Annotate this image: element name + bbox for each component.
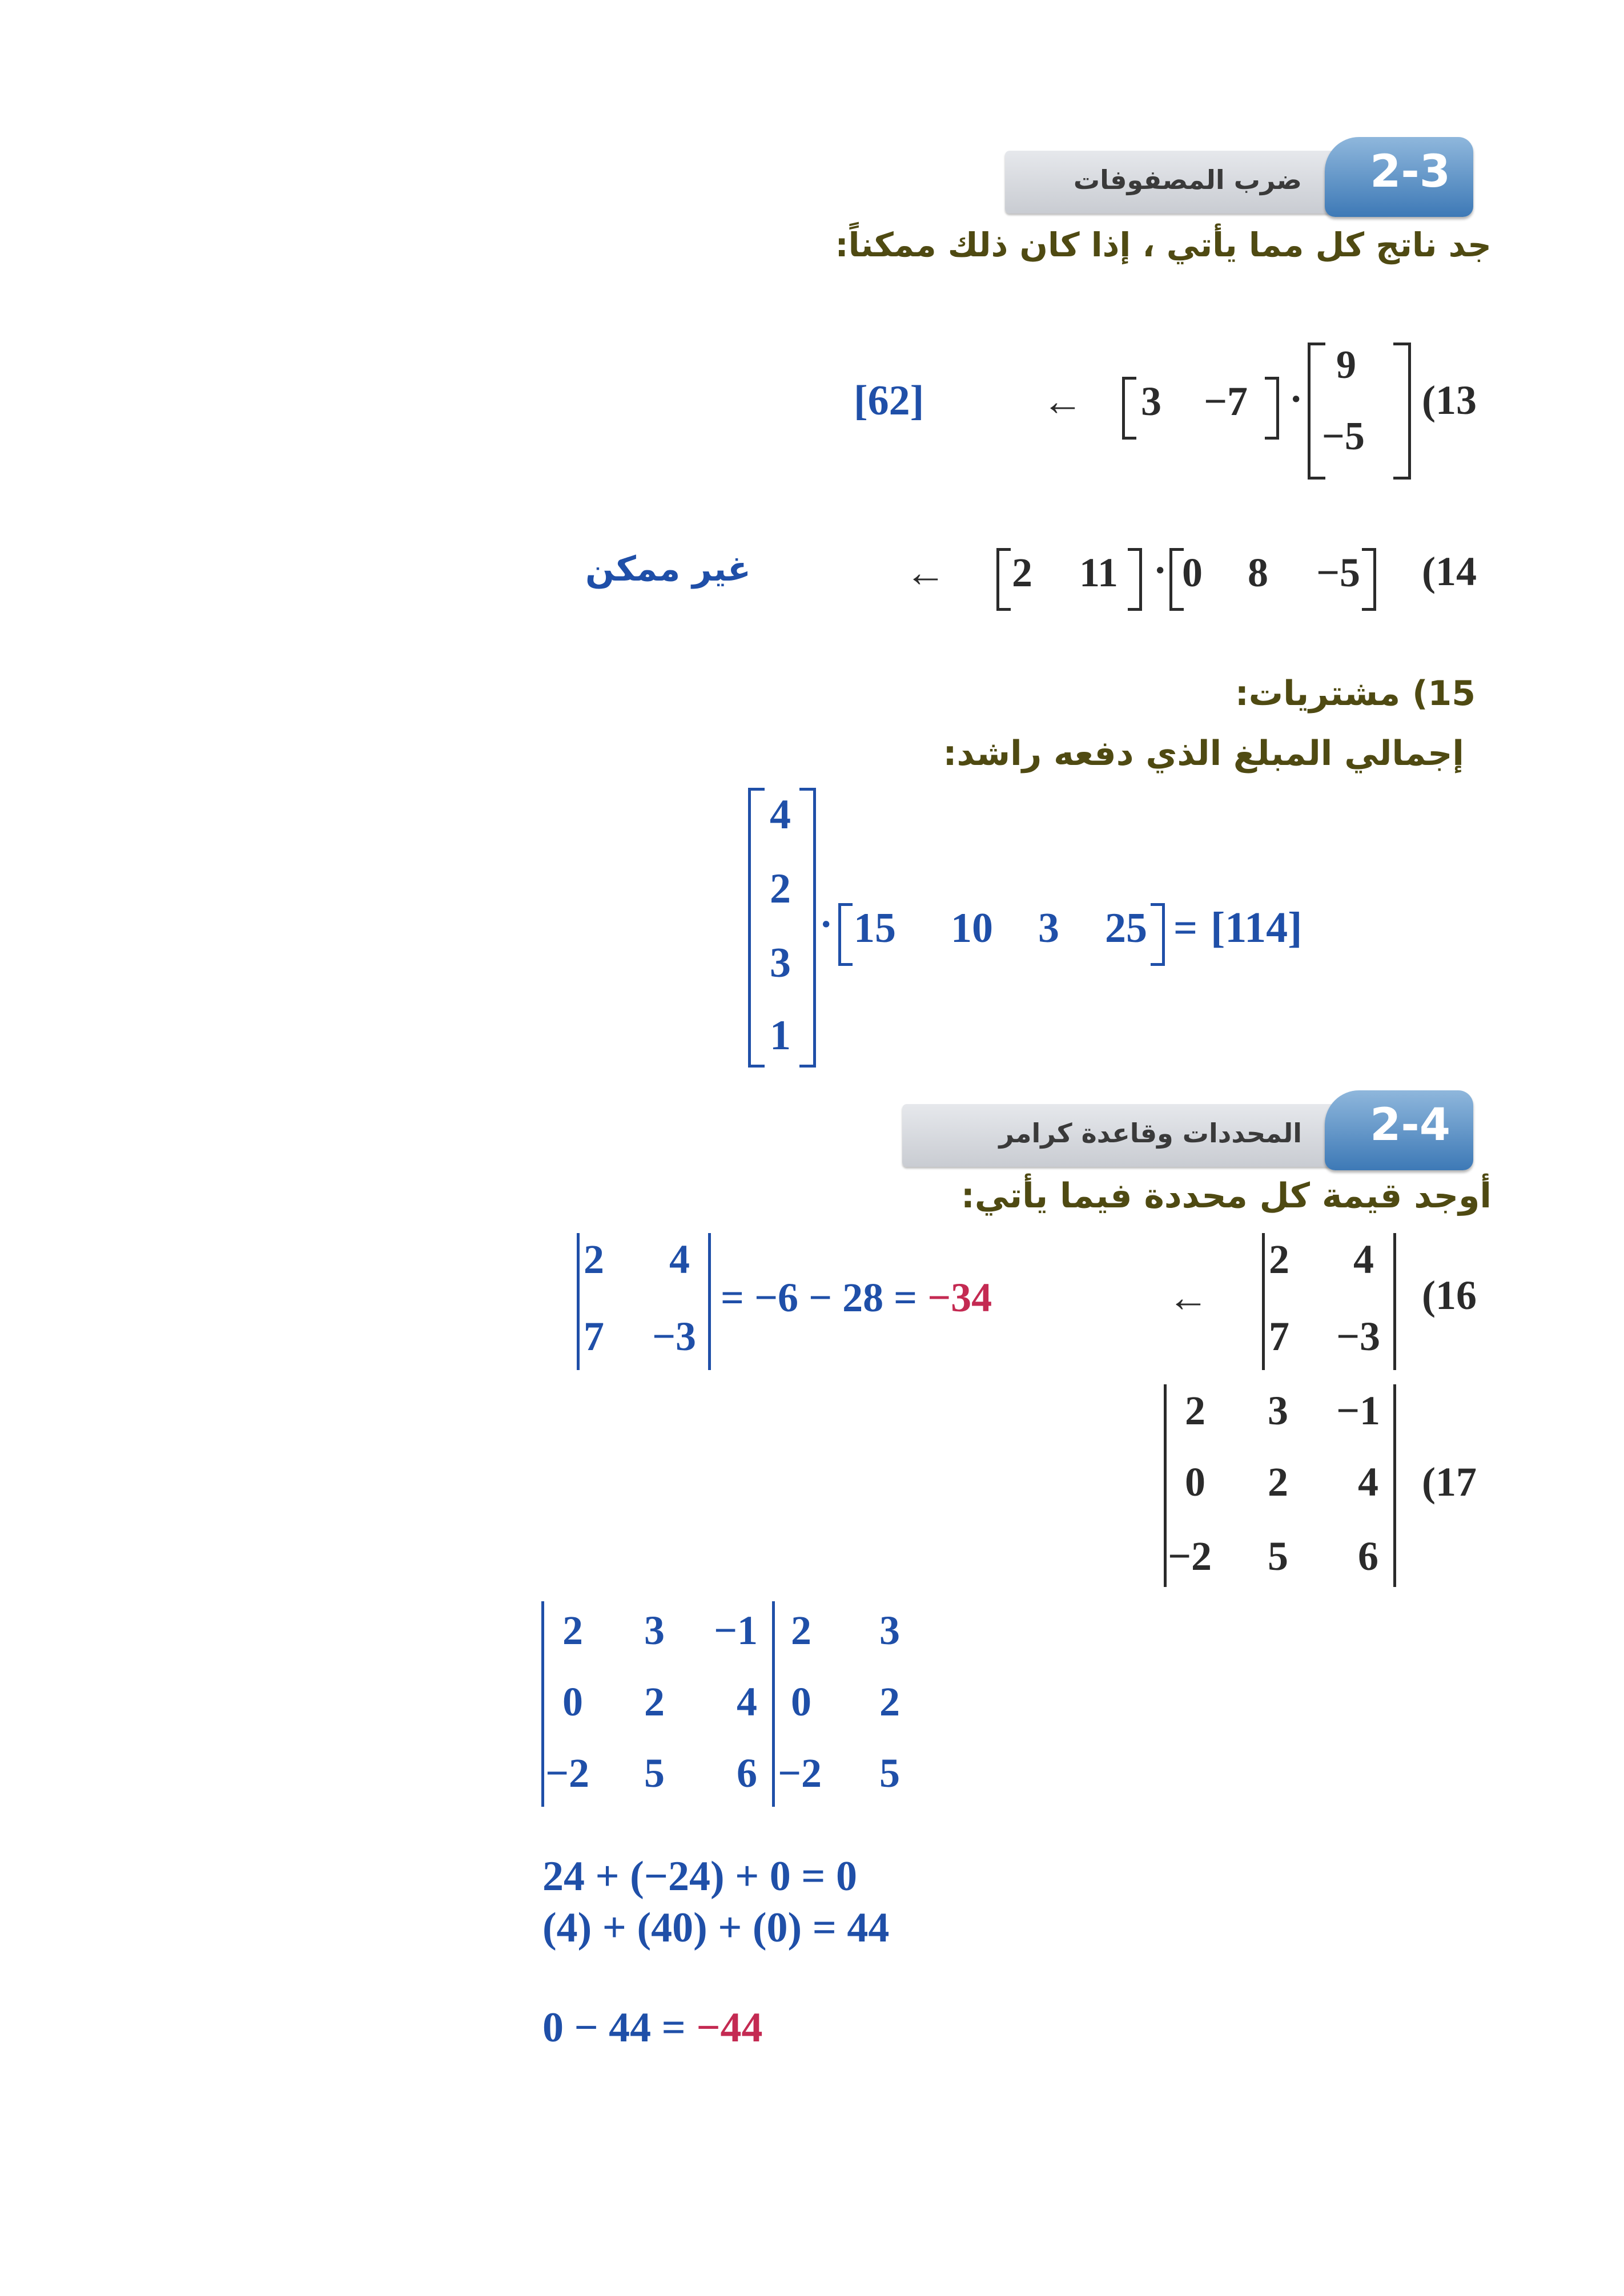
ex17-line-3 — [542, 2004, 763, 2052]
dot-operator: · — [1153, 549, 1167, 593]
arrow-icon: ← — [1168, 1275, 1209, 1320]
section-banner-2-4 — [902, 1090, 1473, 1176]
ex16-cell: 2 — [1269, 1236, 1289, 1282]
ex14-m2-value: 8 — [1248, 550, 1268, 595]
section-number: 2-4 — [1370, 1099, 1450, 1151]
ex17-ext-cell: −2 — [778, 1750, 822, 1796]
ex16-result: −34 — [927, 1275, 992, 1320]
ex17-ext-cell: 2 — [562, 1608, 583, 1653]
arrow-icon: ← — [1042, 378, 1083, 424]
section-banner-2-3 — [1005, 137, 1473, 223]
ex15-row-bracket-right — [1151, 903, 1165, 966]
ex16-cell: 4 — [1353, 1236, 1374, 1282]
ex16-solution-bar-left — [577, 1233, 580, 1370]
ex17-ext-cell: 3 — [644, 1608, 665, 1653]
ex13-row-bracket-right — [1265, 377, 1279, 440]
ex15-heading: 15) مشتريات: — [1235, 674, 1476, 714]
ex17-ext-cell: 5 — [879, 1750, 900, 1796]
ex15-col-value: 2 — [770, 865, 791, 912]
ex15-row-value: 3 — [1038, 905, 1059, 952]
ex17-det-bar-right — [1393, 1384, 1396, 1587]
ex17-ext-cell: 2 — [644, 1679, 665, 1725]
ex16-solution-cell: 2 — [584, 1236, 604, 1282]
ex17-label: (17 — [1422, 1459, 1477, 1505]
ex17-ext-cell: 5 — [644, 1750, 665, 1796]
ex14-answer: غير ممكن — [585, 549, 751, 589]
instruction-1: جد ناتج كل مما يأتي ، إذا كان ذلك ممكناً: — [835, 225, 1492, 264]
ex17-ext-cell: 4 — [737, 1679, 757, 1725]
ex16-calc-text: = −6 − 28 = — [721, 1275, 928, 1320]
ex17-cell: 5 — [1268, 1533, 1288, 1579]
ex17-cell: 2 — [1185, 1388, 1205, 1433]
ex13-label: (13 — [1422, 377, 1477, 423]
ex17-line-1: 24 + (−24) + 0 = 0 — [542, 1853, 857, 1900]
ex13-row-value: −7 — [1204, 378, 1248, 424]
ex17-cell: −1 — [1336, 1388, 1381, 1433]
ex16-cell: −3 — [1336, 1314, 1381, 1359]
ex14-m1-value: 2 — [1012, 550, 1032, 595]
ex15-col-bracket-right — [799, 788, 816, 1068]
ex16-label: (16 — [1422, 1272, 1477, 1318]
ex15-col-bracket-left — [748, 788, 765, 1068]
ex17-cell: 2 — [1268, 1459, 1288, 1505]
ex16-solution-cell: 7 — [584, 1314, 604, 1359]
ex17-ext-bar-mid — [772, 1601, 775, 1807]
ex14-m2-value: 0 — [1182, 550, 1203, 595]
ex17-cell: −2 — [1168, 1533, 1212, 1579]
ex13-row-value: 3 — [1141, 378, 1161, 424]
ex15-row-value: 10 — [951, 905, 993, 952]
ex14-m2-bracket-right — [1362, 548, 1376, 611]
ex15-result: [114] — [1211, 904, 1303, 952]
ex13-row-bracket-left — [1122, 377, 1136, 440]
ex17-ext-cell: 2 — [879, 1679, 900, 1725]
dot-operator: · — [819, 903, 833, 946]
section-number: 2-3 — [1370, 146, 1450, 198]
ex17-cell: 3 — [1268, 1388, 1288, 1433]
instruction-2: أوجد قيمة كل محددة فيما يأتي: — [960, 1176, 1492, 1216]
ex15-subheading: إجمالي المبلغ الذي دفعه راشد: — [943, 734, 1464, 774]
ex15-row-bracket-left — [838, 903, 853, 966]
ex17-ext-cell: −2 — [545, 1750, 590, 1796]
ex17-ext-cell: −1 — [714, 1608, 758, 1653]
arrow-icon: ← — [905, 550, 946, 595]
equals-sign: = — [1173, 905, 1198, 952]
section-title: المحددات وقاعدة كرامر — [999, 1118, 1302, 1149]
ex17-ext-cell: 2 — [791, 1608, 811, 1653]
ex17-cell: 0 — [1185, 1459, 1205, 1505]
ex16-cell: 7 — [1269, 1314, 1289, 1359]
dot-operator: · — [1289, 377, 1303, 421]
ex15-row-value: 15 — [854, 905, 896, 952]
ex17-cell: 6 — [1358, 1533, 1378, 1579]
ex16-solution-bar-right — [708, 1233, 711, 1370]
ex14-m1-bracket-left — [996, 548, 1011, 611]
ex17-line-2: (4) + (40) + (0) = 44 — [542, 1904, 890, 1951]
ex17-ext-bar-left — [541, 1601, 544, 1807]
ex17-result: −44 — [696, 2004, 763, 2051]
ex14-m1-bracket-right — [1128, 548, 1142, 611]
ex17-ext-cell: 0 — [562, 1679, 583, 1725]
ex14-m1-value: 11 — [1079, 550, 1119, 595]
ex17-line-3-text: 0 − 44 = — [542, 2004, 697, 2051]
ex16-solution-cell: −3 — [652, 1314, 697, 1359]
ex15-col-value: 3 — [770, 940, 791, 986]
ex16-calculation — [721, 1274, 992, 1322]
ex14-label: (14 — [1422, 549, 1477, 594]
ex17-ext-cell: 0 — [791, 1679, 811, 1725]
ex17-ext-cell: 6 — [737, 1750, 757, 1796]
ex14-m2-value: −5 — [1316, 550, 1361, 595]
ex17-ext-cell: 3 — [879, 1608, 900, 1653]
ex13-col-value: 9 — [1336, 343, 1356, 387]
ex15-row-value: 25 — [1105, 905, 1147, 952]
ex13-col-bracket-right — [1393, 343, 1411, 480]
ex17-det-bar-left — [1164, 1384, 1167, 1587]
section-title: ضرب المصفوفات — [1073, 164, 1302, 195]
ex15-col-value: 1 — [770, 1012, 791, 1059]
ex16-det-bar-left — [1262, 1233, 1265, 1370]
ex17-cell: 4 — [1358, 1459, 1378, 1505]
ex13-col-value: −5 — [1322, 414, 1365, 458]
ex15-col-value: 4 — [770, 791, 791, 838]
ex16-solution-cell: 4 — [669, 1236, 690, 1282]
ex16-det-bar-right — [1393, 1233, 1396, 1370]
ex13-answer: [62] — [854, 377, 924, 424]
